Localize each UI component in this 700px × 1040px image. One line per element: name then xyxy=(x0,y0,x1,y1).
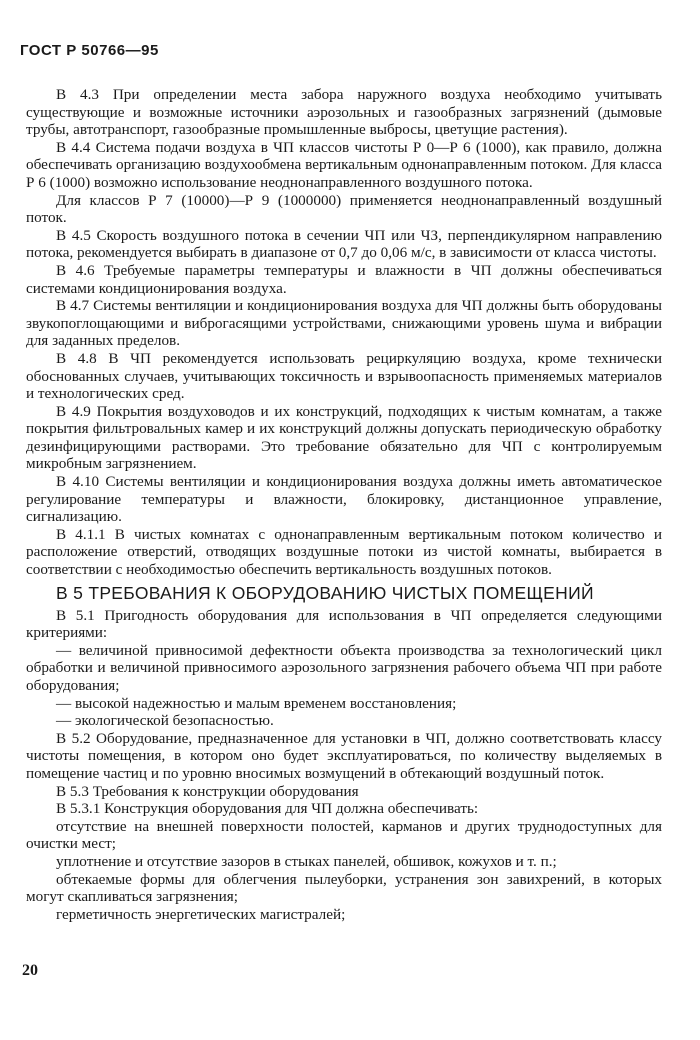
paragraph-b4-8: В 4.8 В ЧП рекомендуется использовать рециркуляцию воздуха, кроме технически обоснованных случаев, учитывающих токсичность и взрывоопасность применяемых материалов и технологических сред. xyxy=(26,349,662,403)
paragraph-sealing: уплотнение и отсутствие зазоров в стыках панелей, обшивок, кожухов и т. п.; xyxy=(56,852,557,870)
paragraph-b5-3-1: В 5.3.1 Конструкция оборудования для ЧП должна обеспечивать: xyxy=(56,800,479,818)
paragraph-hermetic-lines: герметичность энергетических магистралей; xyxy=(56,905,346,923)
section-title-b5: В 5 ТРЕБОВАНИЯ К ОБОРУДОВАНИЮ ЧИСТЫХ ПОМЕЩЕНИЙ xyxy=(56,582,594,603)
paragraph-b4-10: В 4.10 Системы вентиляции и кондиционирования воздуха должны иметь автоматическое регулирование температуры и влажности, блокировку, дистанционное управление, сигнализацию. xyxy=(26,473,662,526)
paragraph-b4-3: В 4.3 При определении места забора наружного воздуха необходимо учитывать существующие и возможные источники аэрозольных и газообразных загрязнений (дымовые трубы, автотранспорт, газообразные промышленные выбросы, цветущие растения). xyxy=(26,86,662,139)
paragraph-no-cavities: отсутствие на внешней поверхности полостей, карманов и других труднодоступных для очистки мест; xyxy=(26,817,662,853)
list-item-defect: — величиной привносимой дефектности объекта производства за технологический цикл обработки и величиной привносимого аэрозольного загрязнения рабочего объема ЧП при работе оборудования; xyxy=(26,641,662,694)
paragraph-b5-1: В 5.1 Пригодность оборудования для использования в ЧП определяется следующими критериями: xyxy=(26,606,662,642)
body-text xyxy=(26,86,662,923)
paragraph-b5-3: В 5.3 Требования к конструкции оборудования xyxy=(56,782,359,800)
paragraph-classes-p7-p9: Для классов Р 7 (10000)—Р 9 (1000000) применяется неоднонаправленный воздушный поток. xyxy=(26,191,662,227)
list-item-ecology: — экологической безопасностью. xyxy=(56,712,274,730)
paragraph-b5-2: В 5.2 Оборудование, предназначенное для установки в ЧП, должно соответствовать классу чистоты помещения, в котором оно будет эксплуатироваться, по количеству выделяемых в помещение частиц и по уровню вносимых возмущений в обтекающий воздушный поток. xyxy=(26,729,662,782)
paragraph-streamlined-forms: обтекаемые формы для облегчения пылеуборки, устранения зон завихрений, в которых могут скапливаться загрязнения; xyxy=(26,870,662,906)
paragraph-b4-4: В 4.4 Система подачи воздуха в ЧП классов чистоты Р 0—Р 6 (1000), как правило, должна обеспечивать организацию воздухообмена вертикальным однонаправленным потоком. Для класса Р 6 (1000) возможно использование неоднонаправленного воздушного потока. xyxy=(26,138,662,191)
paragraph-b4-7: В 4.7 Системы вентиляции и кондиционирования воздуха для ЧП должны быть оборудованы звукопоглощающими и виброгасящими устройствами, снижающими уровень шума и вибрации для заданных пределов. xyxy=(26,297,662,350)
paragraph-b4-5: В 4.5 Скорость воздушного потока в сечении ЧП или ЧЗ, перпендикулярном направлению потока, рекомендуется выбирать в диапазоне от 0,7 до 0,06 м/с, в зависимости от класса чистоты. xyxy=(26,226,662,262)
paragraph-b4-6: В 4.6 Требуемые параметры температуры и влажности в ЧП должны обеспечиваться системами кондиционирования воздуха. xyxy=(26,261,662,297)
list-item-reliability: — высокой надежностью и малым временем восстановления; xyxy=(56,694,457,712)
document-header: ГОСТ Р 50766—95 xyxy=(20,42,159,59)
paragraph-b4-1-1: В 4.1.1 В чистых комнатах с однонаправленным вертикальным потоком количество и расположение отверстий, отводящих воздушные потоки из чистой комнаты, выбирается в соответствии с необходимостью обеспечить вертикальность воздушных потоков. xyxy=(26,525,662,579)
page-number: 20 xyxy=(22,962,38,979)
paragraph-b4-9: В 4.9 Покрытия воздуховодов и их конструкций, подходящих к чистым комнатам, а также покрытия фильтровальных камер и их конструкций должны допускать периодическую обработку дезинфицирующими растворами. Это требование обязательно для ЧП с контролируемым микробным загрязнением. xyxy=(26,402,662,473)
